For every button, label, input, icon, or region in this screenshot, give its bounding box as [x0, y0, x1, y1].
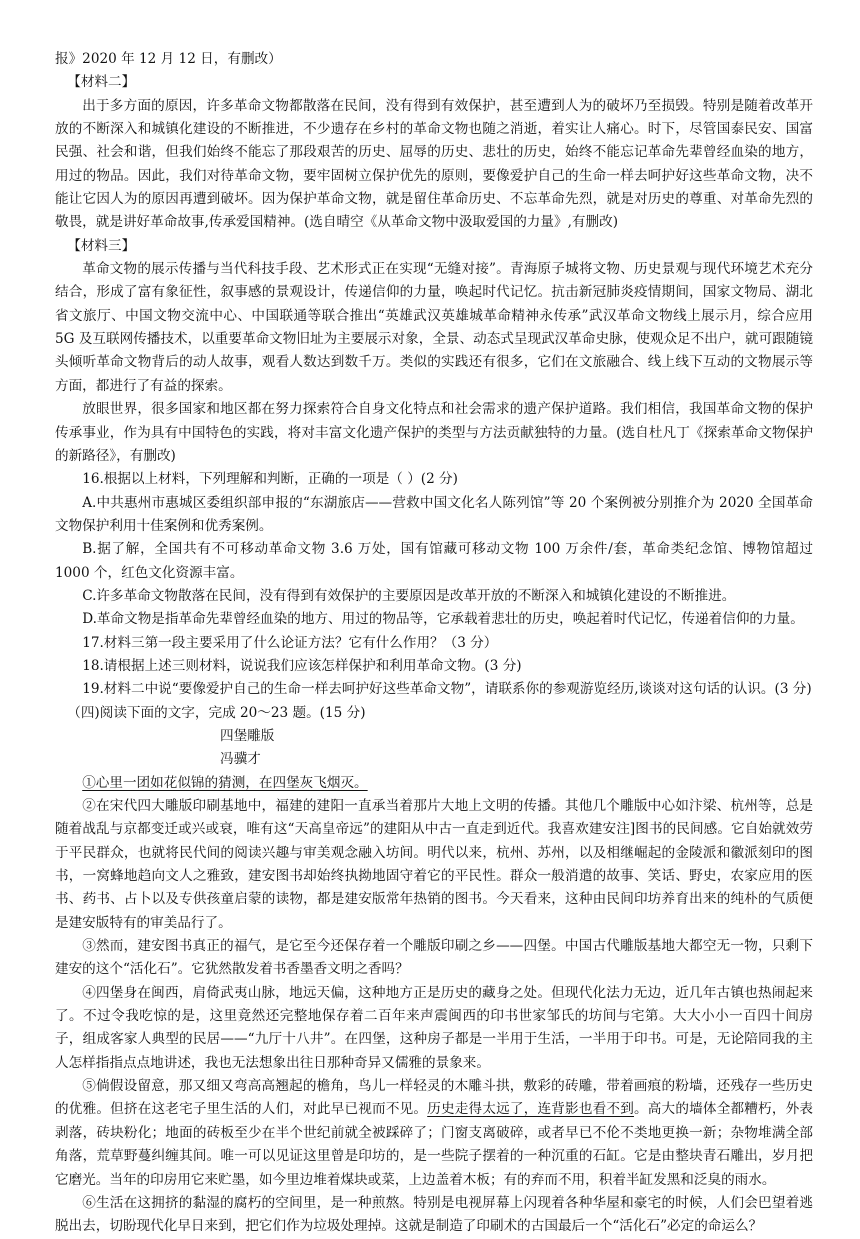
underlined-sentence: 历史走得太远了，连背影也看不到 — [427, 1101, 634, 1118]
paragraph-20: ④四堡身在闽西，肩倚武夷山脉，地远天偏，这种地方正是历史的藏身之处。但现代化法力无边，近几年古镇也热闹起来了。不过令我吃惊的是，这里竟然还完整地保存着二百年来声震闽西的印书世家邹氏的坊间与宅第。大大小小一百四十间房子，组成客家人典型的民居——“九厅十八井”。在四堡，这种房子都是一半用于生活，一半用于印书。可是，无论陪同我的主人怎样指指点点地讲述，我也无法想象出往日那种奇异又儒雅的景象来。 — [55, 984, 813, 1071]
paragraph-4: 革命文物的展示传播与当代科技手段、艺术形式正在实现“无缝对接”。青海原子城将文物、历史景观与现代环境艺术充分结合，形成了富有象征性，叙事感的景观设计，传递信仰的力量，唤起时代记忆。抗击新冠肺炎疫情期间，国家文物局、湖北省文旅厅、中国文物交流中心、中国联通等联合推出“英雄武汉英雄城革命精神永传承”武汉革命文物线上展示月，综合应用 5G 及互联网传播技术，以重要革命文物旧址为主要展示对象，全景、动态式呈现武汉革命史脉，使观众足不出户，就可跟随镜头倾听革命文物背后的动人故事，观看人数达到数千万。类似的实践还有很多，它们在文旅融合、线上线下互动的文物展示等方面，都进行了有益的探索。 — [55, 261, 813, 394]
paragraph-21 — [55, 1075, 813, 1192]
paragraph-text: ⑤倘假设留意，那又细又弯高高翘起的檐角，鸟儿一样轻灵的木雕斗拱，敷彩的砖雕，带着画痕的粉墙，还残存一些历史的优雅。但挤在这老宅子里生活的人们，对此早已视而不见。 — [55, 1078, 813, 1118]
paragraph-12: 18.请根据上述三则材料，说说我们应该怎样保护和利用革命文物。(3 分) — [82, 657, 522, 674]
paragraph-17 — [55, 772, 813, 795]
paragraph-7: A.中共惠州市惠城区委组织部申报的“东湖旅店——营救中国文化名人陈列馆”等 20 个案例被分别推介为 2020 全国革命文物保护利用十佳案例和优秀案例。 — [55, 494, 813, 534]
paragraph-15: 四堡雕版 — [220, 727, 275, 744]
paragraph-22: ⑥生活在这拥挤的黏湿的腐朽的空间里，是一种煎熬。特别是电视屏幕上闪现着各种华屋和豪宅的时候，人们会巴望着逃脱出去，切盼现代化早日来到，把它们作为垃圾处理掉。这就是制造了印刷术的古国最后一个“活化石”必定的命运么？ — [55, 1194, 813, 1235]
paragraph-9: C.许多革命文物散落在民间，没有得到有效保护的主要原因是改革开放的不断深入和城镇化建设的不断推进。 — [82, 587, 736, 604]
paragraph-8: B.据了解，全国共有不可移动革命文物 3.6 万处，国有馆藏可移动文物 100 万余件/套，革命类纪念馆、博物馆超过 1000 个，红色文化资源丰富。 — [55, 541, 813, 581]
paragraph-2: 出于多方面的原因，许多革命文物都散落在民间，没有得到有效保护，甚至遭到人为的破坏乃至损毁。特别是随着改革开放的不断深入和城镇化建设的不断推进，不少遗存在乡村的革命文物也随之消逝，着实让人痛心。时下，尽管国泰民安、国富民强、社会和谐，但我们始终不能忘了那段艰苦的历史、屈辱的历史、悲壮的历史，始终不能忘记革命先辈曾经血染的地方，用过的物品。因此，我们对待革命文物，要牢固树立保护优先的原则，要像爱护自己的生命一样去呵护好这些革命文物，决不能让它因人为的原因再遭到破坏。因为保护革命文物，就是留住革命历史、不忘革命先烈，就是对历史的尊重、对革命先烈的敬畏，就是讲好革命故事,传承爱国精神。(选自晴空《从革命文物中汲取爱国的力量》,有删改) — [55, 97, 813, 231]
paragraph-16: 冯骥才 — [220, 751, 261, 768]
paragraph-10: D.革命文物是指革命先辈曾经血染的地方、用过的物品等，它承载着悲壮的历史，唤起着时代记忆，传递着信仰的力量。 — [82, 611, 804, 628]
paragraph-3: 【材料三】 — [67, 237, 136, 254]
paragraph-11: 17.材料三第一段主要采用了什么论证方法？它有什么作用？（3 分） — [82, 634, 498, 651]
paragraph-text: 。高大的墙体全都糟朽，外表剥落，砖块粉化；地面的砖板至少在半个世纪前就全被踩碎了；门窗支离破碎，或者早已不伦不类地更换一新；杂物堆满全部角落，荒草野蔓纠缠其间。唯一可以见证这里曾是印坊的，是一些院子摆着的一种沉重的石缸。它是由整块青石雕出，岁月把它磨光。当年的印房用它来贮墨，如今里边堆着煤块或菜，上边盖着木板；有的弃而不用，积着半缸发黑和泛臭的雨水。 — [55, 1101, 814, 1188]
paragraph-19: ③然而，建安图书真正的福气，是它至今还保存着一个雕版印刷之乡——四堡。中国古代雕版基地大都空无一物，只剩下建安的这个“活化石”。它犹然散发着书香墨香文明之香吗？ — [55, 938, 813, 978]
paragraph-18: ②在宋代四大雕版印刷基地中，福建的建阳一直承当着那片大地上文明的传播。其他几个雕版中心如汴梁、杭州等，总是随着战乱与京都变迁或兴或衰，唯有这“天高皇帝远”的建阳从中古一直走到近代。我喜欢建安注]图书的民间感。它自始就效劳于平民群众，也就将民代间的阅读兴趣与审美观念融入坊间。明代以来，杭州、苏州，以及相继崛起的金陵派和徽派刻印的图书，一窝蜂地趋向文人之雅致，建安图书却始终执拗地固守着它的平民性。群众一般消遣的故事、笑话、野史，农家应用的医书、药书、占卜以及专供孩童启蒙的读物，都是建安版常年热销的图书。今天看来，这种由民间印坊养育出来的纯朴的气质便是建安版特有的审美品行了。 — [55, 798, 813, 931]
paragraph-6: 16.根据以上材料，下列理解和判断，正确的一项是（ ）(2 分) — [82, 471, 458, 488]
underlined-sentence: ①心里一团如花似锦的猜测，在四堡灰飞烟灭。 — [82, 774, 368, 791]
paragraph-14: （四)阅读下面的文字，完成 20～23 题。(15 分) — [67, 704, 366, 721]
paragraph-5: 放眼世界，很多国家和地区都在努力探索符合自身文化特点和社会需求的遗产保护道路。我们相信，我国革命文物的保护传承事业，作为具有中国特色的实践，将对丰富文化遗产保护的类型与方法贡献独特的力量。(选自杜凡丁《探索革命文物保护的新路径》，有删改) — [55, 401, 813, 464]
paragraph-0: 报》2020 年 12 月 12 日，有删改） — [55, 51, 282, 67]
paragraph-13: 19.材料二中说“要像爱护自己的生命一样去呵护好这些革命文物”，请联系你的参观游览经历,谈谈对这句话的认识。(3 分) — [82, 681, 812, 698]
paragraph-1: 【材料二】 — [67, 74, 136, 91]
